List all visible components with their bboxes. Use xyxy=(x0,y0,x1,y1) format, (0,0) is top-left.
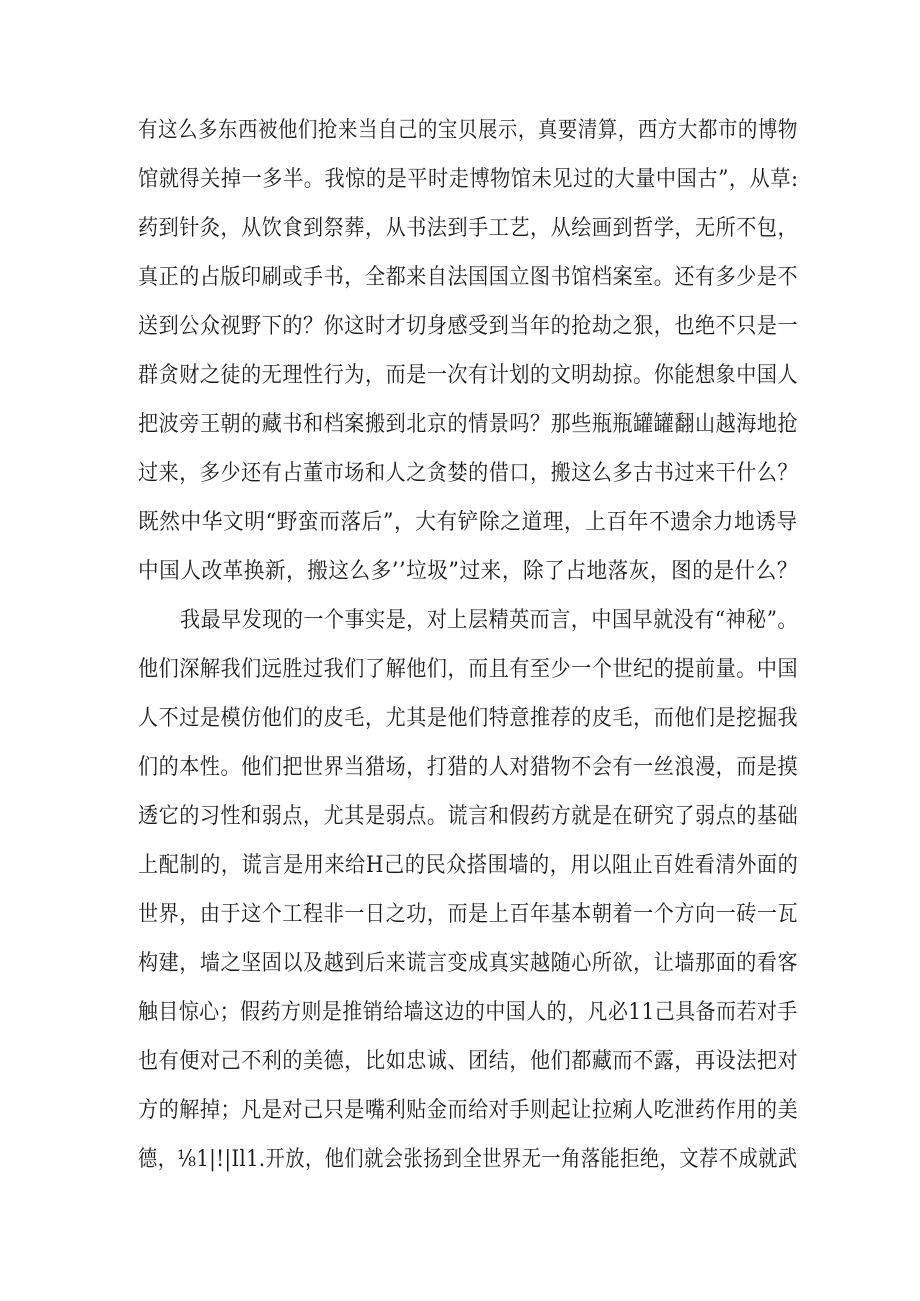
paragraph-line: 上配制的，谎言是用来给H己的民众搭围墙的，用以阻止百姓看清外面的 xyxy=(138,853,799,878)
paragraph-line: 透它的习性和弱点，尤其是弱点。谎言和假药方就是在研究了弱点的基础 xyxy=(138,804,799,829)
paragraph-line: 中国人改革换新，搬这么多’’垃圾”过来，除了占地落灰，图的是什么？ xyxy=(138,559,799,584)
paragraph-line: 们的本性。他们把世界当猎场，打猎的人对猎物不会有一丝浪漫，而是摸 xyxy=(138,755,799,780)
paragraph-line: 有这么多东西被他们抢来当自己的宝贝展示，真要清算，西方大都市的博物 xyxy=(138,118,798,143)
paragraph-line: 药到针灸，从饮食到祭葬，从书法到手工艺，从绘画到哲学，无所不包， xyxy=(138,216,799,241)
paragraph-line: 构建，墙之坚固以及越到后来谎言变成真实越随心所欲，让墙那面的看客 xyxy=(138,951,799,976)
paragraph-first-line: 我最早发现的一个事实是，对上层精英而言，中国早就没有“神秘”。 xyxy=(180,608,799,633)
paragraph-line: 群贪财之徒的无理性行为，而是一次有计划的文明劫掠。你能想象中国人 xyxy=(138,363,799,388)
paragraph-line: 也有便对己不利的美德，比如忠诚、团结，他们都藏而不露，再设法把对 xyxy=(138,1049,799,1074)
paragraph-line: 他们深解我们远胜过我们了解他们，而且有至少一个世纪的提前量。中国 xyxy=(138,657,799,682)
paragraph-line: 人不过是模仿他们的皮毛，尤其是他们特意推荐的皮毛，而他们是挖掘我 xyxy=(138,706,799,731)
paragraph-line: 真正的占版印刷或手书，全都来自法国国立图书馆档案室。还有多少是不 xyxy=(138,265,799,290)
paragraph-line: 触目惊心；假药方则是推销给墙这边的中国人的，凡必11己具备而若对手 xyxy=(138,1000,798,1025)
paragraph-line: 过来，多少还有占董市场和人之贪婪的借口，搬这么多古书过来干什么？ xyxy=(138,461,799,486)
paragraph-line: 馆就得关掉一多半。我惊的是平时走博物馆未见过的大量中国古”，从草: xyxy=(138,167,799,192)
paragraph-line: 方的解掉；凡是对己只是嘴利贴金而给对手则起让拉痢人吃泄药作用的美 xyxy=(138,1098,799,1123)
paragraph-line: 既然中华文明“野蛮而落后”，大有铲除之道理，上百年不遗余力地诱导 xyxy=(138,510,798,535)
paragraph-line: 把波旁王朝的藏书和档案搬到北京的情景吗？那些瓶瓶罐罐翻山越海地抢 xyxy=(138,412,799,437)
paragraph-line: 世界，由于这个工程非一日之功，而是上百年基本朝着一个方向一砖一瓦 xyxy=(138,902,799,927)
paragraph-line: 送到公众视野下的？你这时才切身感受到当年的抢劫之狠，也绝不只是一 xyxy=(138,314,799,339)
paragraph-line: 德，⅛1|!|Il1.开放，他们就会张扬到全世界无一角落能拒绝，文荐不成就武 xyxy=(138,1147,798,1172)
